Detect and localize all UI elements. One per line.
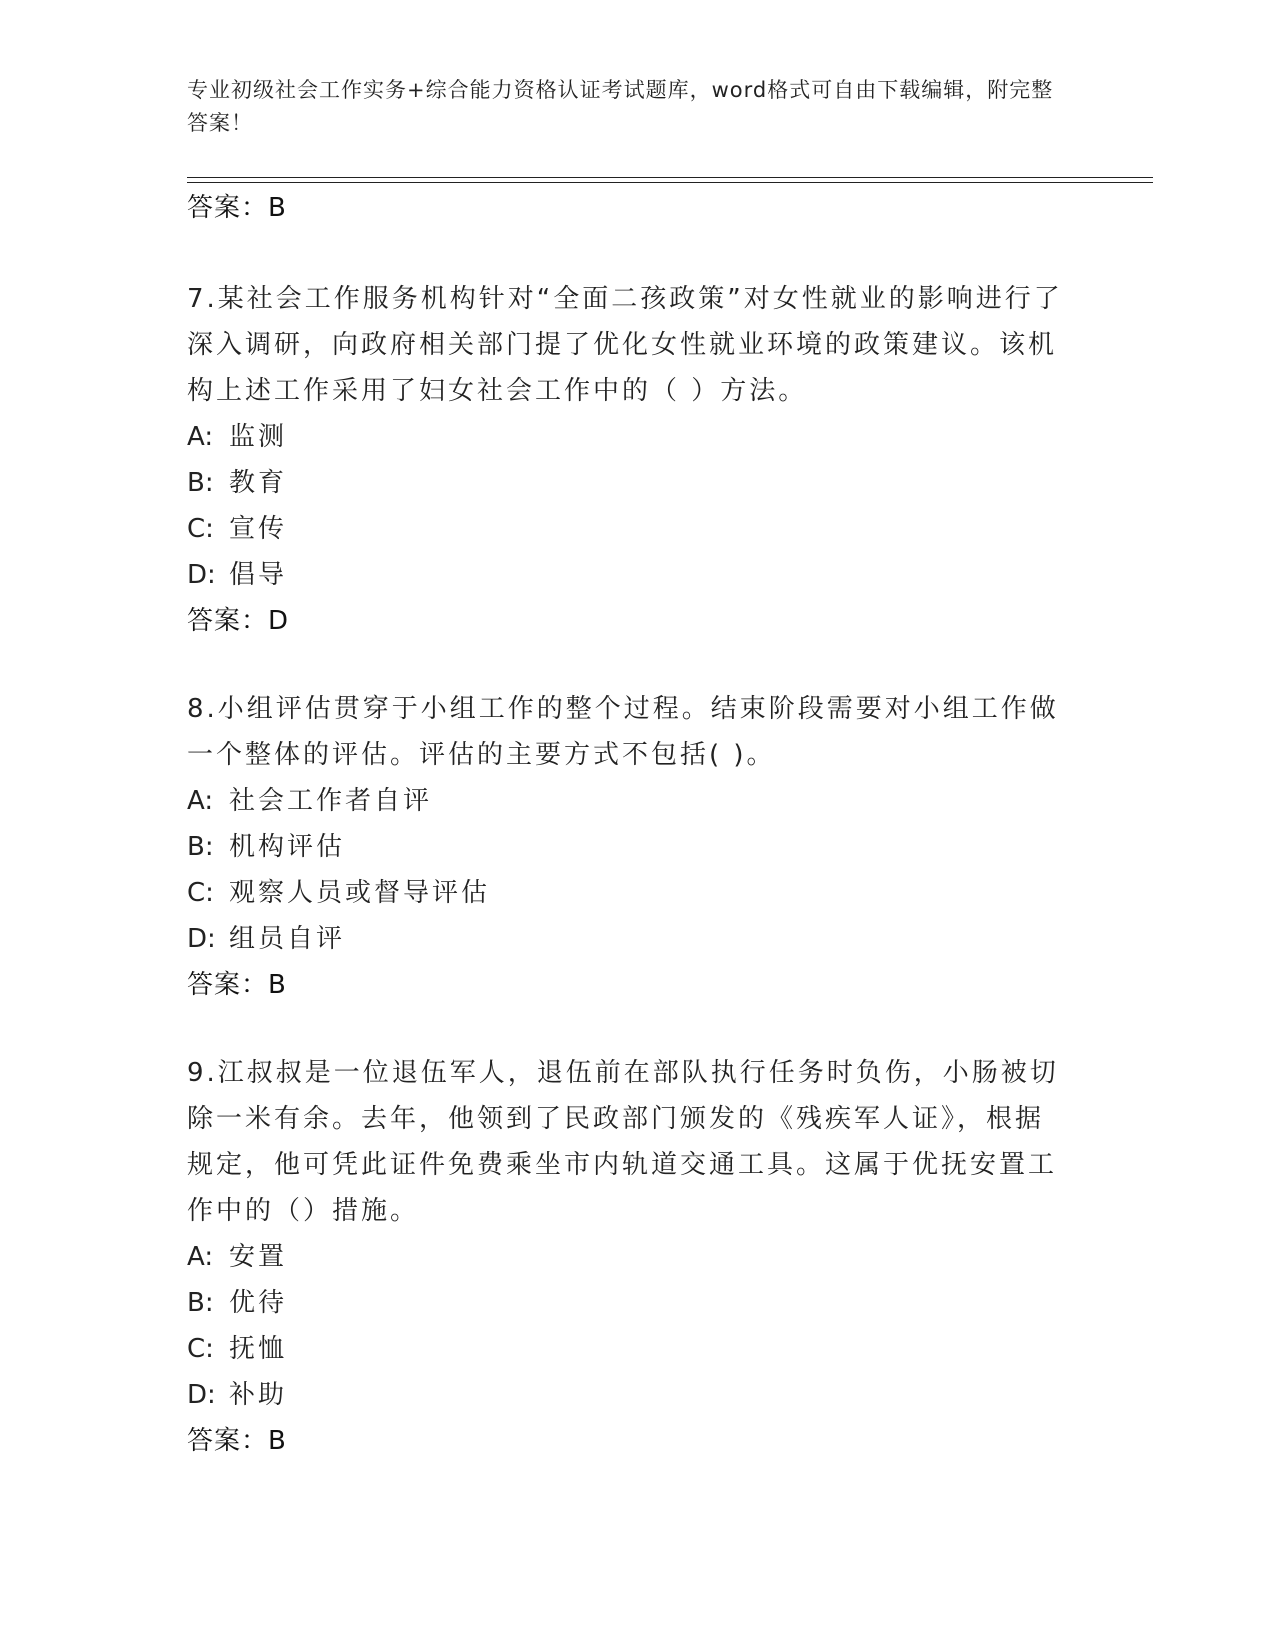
option-text: 教育 [229,468,288,498]
option-text: 优待 [229,1288,288,1318]
question-8 [187,686,1067,1008]
question-stem: 7.某社会工作服务机构针对“全面二孩政策”对女性就业的影响进行了深入调研，向政府相关部门提了优化女性就业环境的政策建议。该机构上述工作采用了妇女社会工作中的（ ）方法。 [187,284,1063,406]
option-text: 补助 [229,1380,288,1410]
option-d [187,552,1067,598]
option-c [187,506,1067,552]
answer: 答案：B [187,970,287,1000]
header-rule-bottom [187,182,1153,183]
option-label: A: [187,422,214,452]
option-c [187,870,1067,916]
question-stem: 9.江叔叔是一位退伍军人，退伍前在部队执行任务时负伤，小肠被切除一米有余。去年，他领到了民政部门颁发的《残疾军人证》，根据规定，他可凭此证件免费乘坐市内轨道交通工具。这属于优抚安置工作中的（）措施。 [187,1058,1059,1226]
option-label: D: [187,924,216,954]
option-label: B: [187,468,214,498]
header-text: 专业初级社会工作实务+综合能力资格认证考试题库，word格式可自由下载编辑，附完整答案！ [187,78,1054,135]
option-a [187,778,1067,824]
option-d [187,916,1067,962]
answer: 答案：D [187,606,290,636]
header-rule-top [187,177,1153,178]
question-7 [187,276,1067,644]
option-label: C: [187,878,214,908]
option-label: D: [187,560,216,590]
option-a [187,414,1067,460]
option-label: B: [187,1288,214,1318]
option-b [187,460,1067,506]
option-text: 社会工作者自评 [229,786,433,816]
option-text: 倡导 [229,560,288,590]
option-label: D: [187,1380,216,1410]
answer: 答案：B [187,1426,287,1456]
option-text: 观察人员或督导评估 [229,878,491,908]
question-stem: 8.小组评估贯穿于小组工作的整个过程。结束阶段需要对小组工作做一个整体的评估。评估的主要方式不包括( )。 [187,694,1059,770]
option-label: C: [187,1334,214,1364]
option-d [187,1372,1067,1418]
option-label: B: [187,832,214,862]
option-text: 组员自评 [229,924,346,954]
question-9 [187,1050,1067,1464]
option-label: A: [187,1242,214,1272]
document-header [187,74,1067,140]
option-b [187,1280,1067,1326]
previous-answer: 答案：B [187,193,287,223]
option-c [187,1326,1067,1372]
option-text: 宣传 [229,514,288,544]
option-text: 机构评估 [229,832,346,862]
option-b [187,824,1067,870]
option-text: 抚恤 [229,1334,288,1364]
option-a [187,1234,1067,1280]
option-label: C: [187,514,214,544]
option-label: A: [187,786,214,816]
option-text: 安置 [229,1242,288,1272]
option-text: 监测 [229,422,288,452]
